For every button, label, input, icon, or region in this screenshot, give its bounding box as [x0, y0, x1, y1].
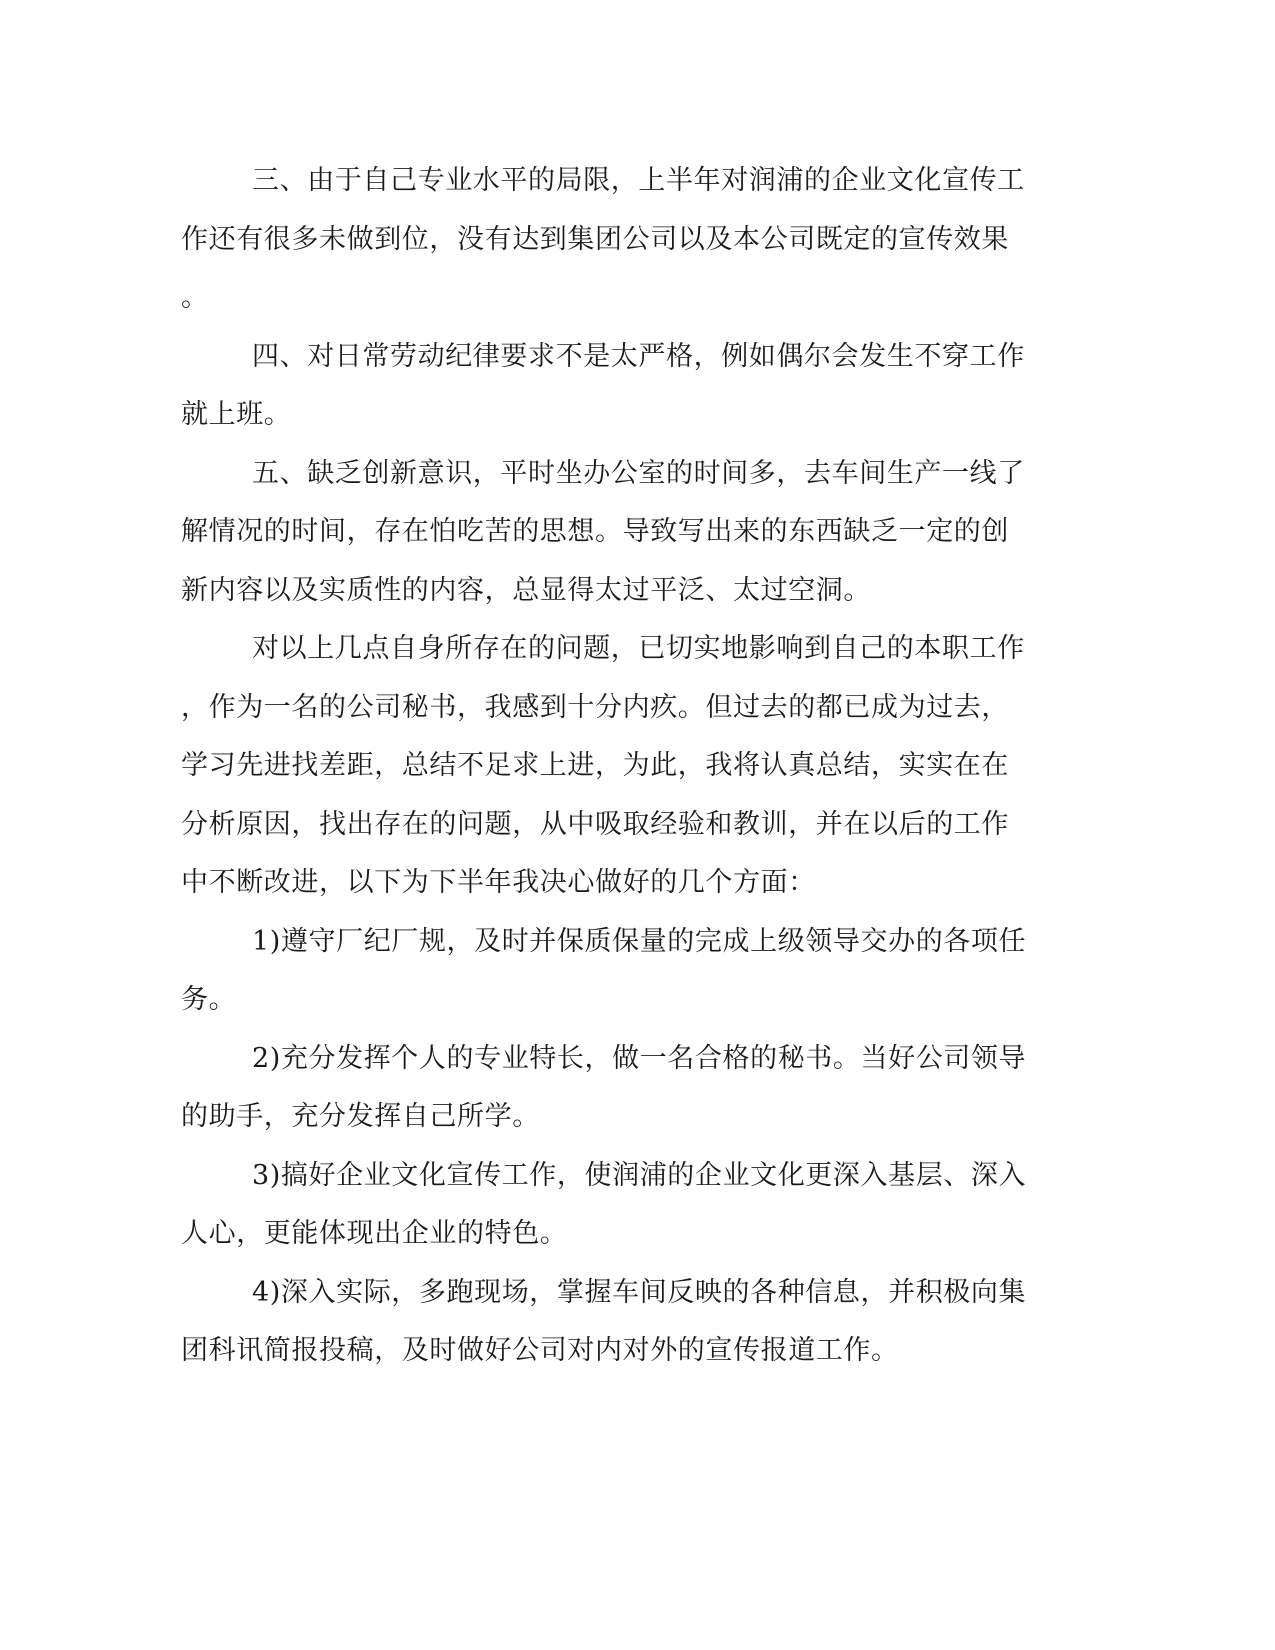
summary-paragraph-line-2: ，作为一名的公司秘书，我感到十分内疚。但过去的都已成为过去，	[181, 692, 1009, 723]
paragraph-5-line-1: 五、缺乏创新意识，平时坐办公室的时间多，去车间生产一线了	[252, 458, 1025, 489]
summary-paragraph-line-5: 中不断改进，以下为下半年我决心做好的几个方面：	[181, 867, 816, 898]
list-item-3-line-1: 3)搞好企业文化宣传工作，使润浦的企业文化更深入基层、深入	[252, 1160, 1027, 1191]
list-item-4-line-1: 4)深入实际，多跑现场，掌握车间反映的各种信息，并积极向集	[252, 1277, 1027, 1308]
summary-paragraph-line-3: 学习先进找差距，总结不足求上进，为此，我将认真总结，实实在在	[181, 750, 1009, 781]
paragraph-5-line-2: 解情况的时间，存在怕吃苦的思想。导致写出来的东西缺乏一定的创	[181, 516, 1009, 547]
list-item-3-line-2: 人心，更能体现出企业的特色。	[181, 1218, 568, 1249]
list-item-4-line-2: 团科讯简报投稿，及时做好公司对内对外的宣传报道工作。	[181, 1335, 899, 1366]
paragraph-3-line-1: 三、由于自己专业水平的局限，上半年对润浦的企业文化宣传工	[252, 165, 1025, 196]
list-item-2-line-1: 2)充分发挥个人的专业特长，做一名合格的秘书。当好公司领导	[252, 1043, 1027, 1074]
paragraph-4-line-1: 四、对日常劳动纪律要求不是太严格，例如偶尔会发生不穿工作	[252, 341, 1025, 372]
list-item-1-line-1: 1)遵守厂纪厂规，及时并保质保量的完成上级领导交办的各项任	[252, 926, 1027, 957]
paragraph-3-line-2: 作还有很多未做到位，没有达到集团公司以及本公司既定的宣传效果	[181, 224, 1009, 255]
paragraph-3-line-3: 。	[181, 282, 209, 313]
paragraph-5-line-3: 新内容以及实质性的内容，总显得太过平泛、太过空洞。	[181, 575, 871, 606]
paragraph-4-line-2: 就上班。	[181, 399, 292, 430]
list-item-2-line-2: 的助手，充分发挥自己所学。	[181, 1101, 540, 1132]
summary-paragraph-line-1: 对以上几点自身所存在的问题，已切实地影响到自己的本职工作	[252, 633, 1025, 664]
list-item-1-line-2: 务。	[181, 984, 237, 1015]
summary-paragraph-line-4: 分析原因，找出存在的问题，从中吸取经验和教训，并在以后的工作	[181, 809, 1009, 840]
